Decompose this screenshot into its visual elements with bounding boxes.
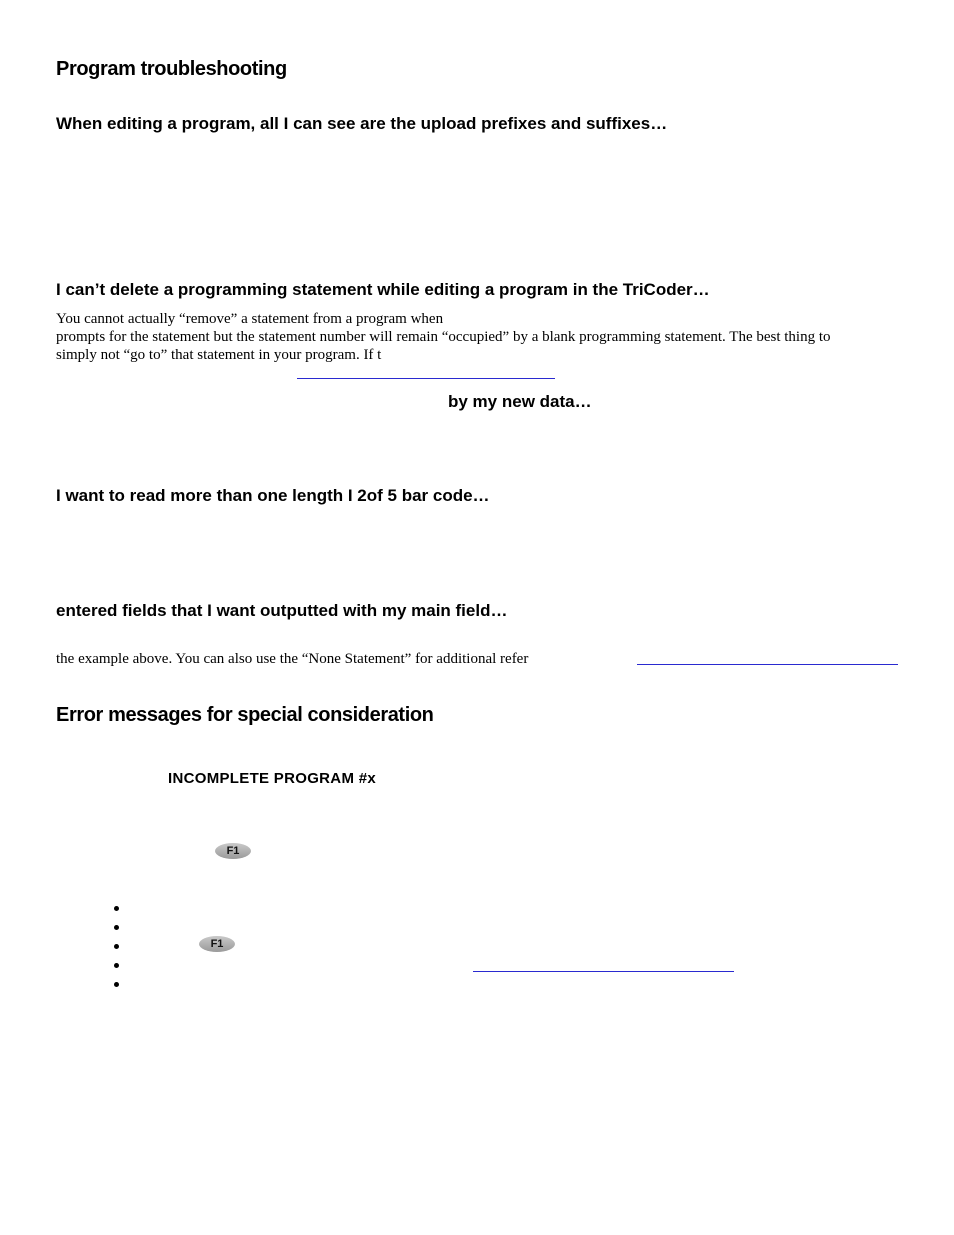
hyperlink-underline[interactable]	[637, 664, 898, 665]
question-entered-fields: entered fields that I want outputted with my main field…	[56, 601, 508, 620]
question-upload-prefixes: When editing a program, all I can see are the upload prefixes and suffixes…	[56, 114, 668, 133]
answer-none-statement: the example above. You can also use the “None Statement” for additional refer	[56, 651, 529, 667]
question-i2of5-length: I want to read more than one length I 2of 5 bar code…	[56, 486, 490, 505]
f1-key-icon: F1	[215, 843, 251, 859]
bullet-icon	[114, 944, 119, 949]
answer-line-1: You cannot actually “remove” a statement from a program when	[56, 311, 444, 327]
bullet-icon	[114, 963, 119, 968]
section-title-error-messages: Error messages for special consideration	[56, 704, 434, 726]
bullet-icon	[114, 925, 119, 930]
section-title-program-troubleshooting: Program troubleshooting	[56, 58, 287, 80]
bullet-icon	[114, 906, 119, 911]
question-delete-statement: I can’t delete a programming statement while editing a program in the TriCoder…	[56, 280, 710, 299]
question-new-data: by my new data…	[448, 392, 592, 411]
bullet-icon	[114, 982, 119, 987]
hyperlink-underline[interactable]	[297, 378, 555, 379]
f1-key-icon: F1	[199, 936, 235, 952]
error-message-incomplete-program: INCOMPLETE PROGRAM #x	[168, 770, 376, 787]
answer-line-3: simply not “go to” that statement in your program. If t	[56, 347, 382, 363]
hyperlink-underline[interactable]	[473, 971, 734, 972]
answer-line-2: prompts for the statement but the statement number will remain “occupied” by a blank programming statement. The best thing to	[56, 329, 831, 345]
